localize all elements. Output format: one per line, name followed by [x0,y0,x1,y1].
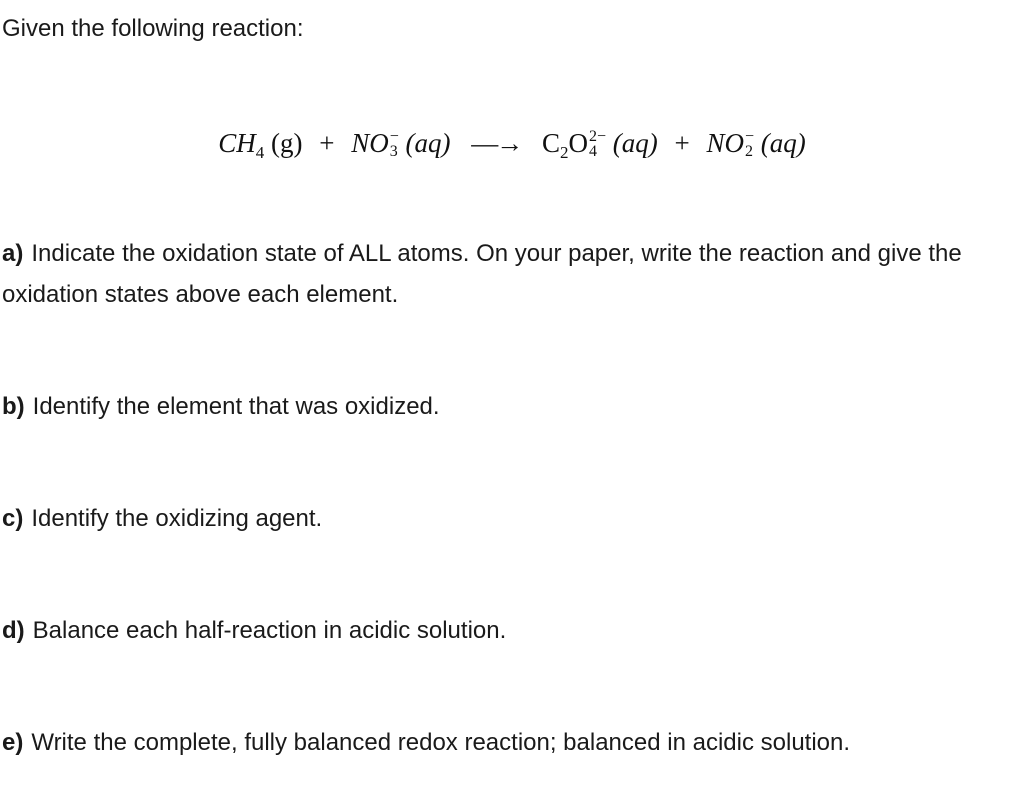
question-letter: b) [2,393,25,420]
question-text: Identify the oxidizing agent. [31,505,323,532]
reactant-nitrate [351,118,399,168]
nitrate-charge: − [389,127,399,145]
methane-subscript: 4 [255,143,265,162]
question-letter: a) [2,240,24,267]
question-text: Indicate the oxidation state of ALL atoms. On your paper, write the reaction and give the oxidation states above each element. [2,240,962,308]
oxalate-oxygen: O [568,128,588,158]
question-a [2,233,1020,315]
question-text: Balance each half-reaction in acidic solution. [32,617,507,644]
intro-text: Given the following reaction: [2,15,304,42]
nitrate-symbol: NO [351,128,389,158]
question-text: Write the complete, fully balanced redox reaction; balanced in acidic solution. [31,729,851,756]
reaction-arrow: —→ [471,128,522,158]
question-b [2,386,1020,427]
question-letter: c) [2,505,24,532]
question-e [2,722,1020,763]
oxalate-carbon: C [541,128,560,158]
question-c [2,498,1020,539]
nitrite-state: (aq) [760,128,806,158]
nitrate-subscript: 3 [389,142,398,160]
oxalate-state: (aq) [612,128,658,158]
nitrate-state: (aq) [405,128,451,158]
question-text: Identify the element that was oxidized. [32,393,440,420]
reactant-methane [218,118,264,178]
plus-sign: + [319,128,335,158]
methane-symbol: CH [218,128,256,158]
nitrite-symbol: NO [706,128,745,158]
product-nitrite [707,118,755,168]
oxalate-charge: 2− [589,127,607,145]
oxalate-carbon-subscript: 2 [560,143,569,162]
reaction-equation [0,118,1024,178]
question-letter: d) [2,617,25,644]
question-d [2,610,1020,651]
methane-state: (g) [270,128,303,158]
nitrite-charge: − [745,127,755,145]
question-letter: e) [2,729,24,756]
oxalate-subscript: 4 [589,142,597,160]
plus-sign: + [674,128,690,158]
product-oxalate [542,118,606,178]
nitrite-subscript: 2 [745,142,754,160]
